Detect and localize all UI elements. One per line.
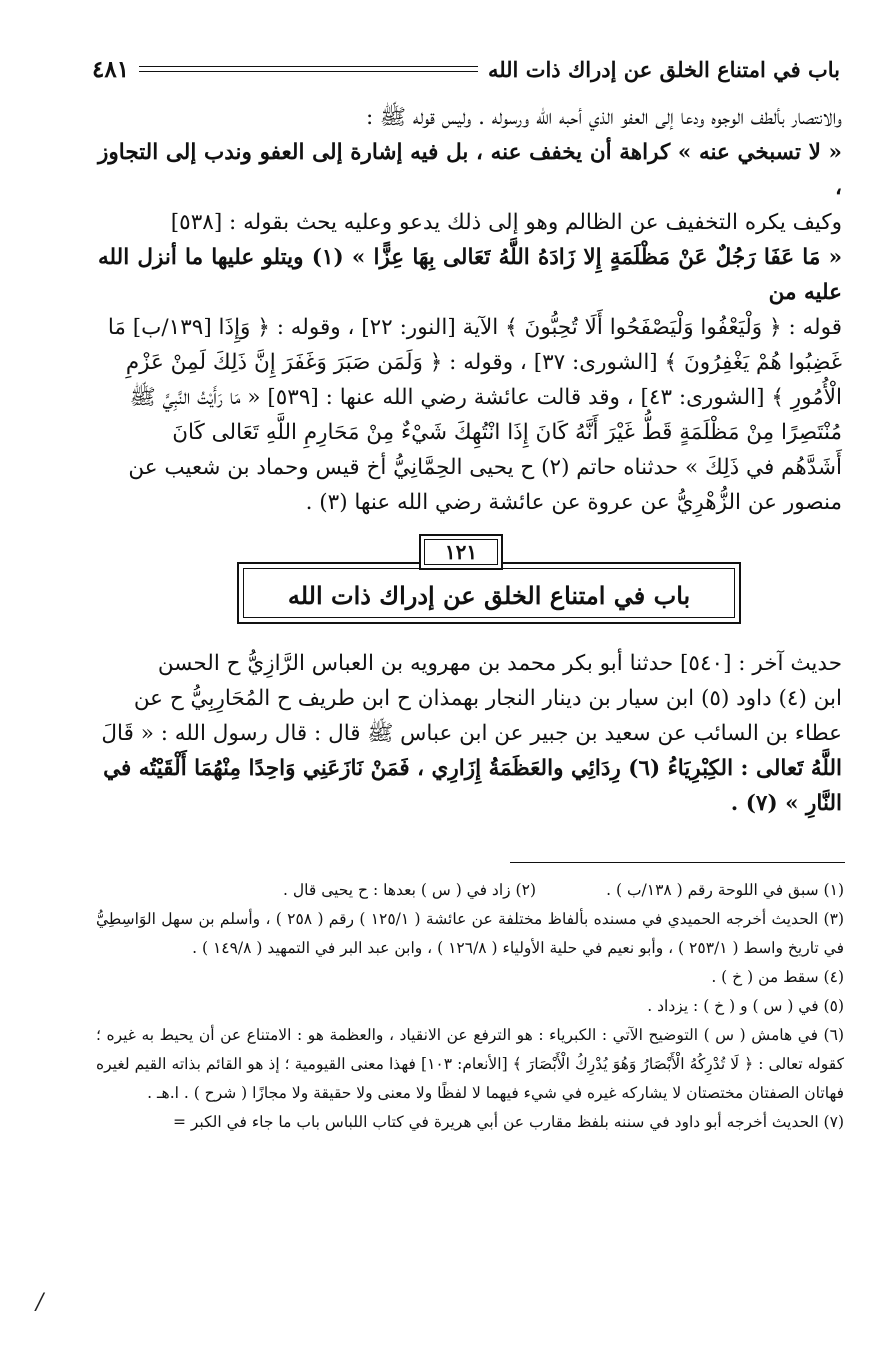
chapter-title: باب في امتناع الخلق عن إدراك ذات الله (287, 580, 691, 610)
footnote-2: (٢) زاد في ( س ) بعدها : ح يحيى قال . (283, 881, 536, 899)
text-line: ابن (٤) داود (٥) ابن سيار بن دينار النجار بهمذان ح ابن طريف ح المُحَارِبِيُّ ح عن (133, 686, 842, 711)
text-line: اللَّهُ تَعالى : الكِبْرِيَاءُ (٦) رِدَائِي والعَظَمَةُ إِزَارِي ، فَمَنْ نَازَعَنِي وَاحِدًا مِنْهُمَا أَلْقَيْتُه في (103, 756, 842, 781)
running-header (92, 52, 840, 86)
footnotes (96, 876, 844, 1137)
page-number: ٤٨١ (92, 55, 130, 83)
footnote-1: (١) سبق في اللوحة رقم ( ١٣٨/ب ) . (606, 881, 844, 899)
footnote-row (96, 876, 844, 905)
text-line: الْأُمُورِ ﴾ [الشورى: ٤٣] ، وقد قالت عائشة رضي الله عنها : [٥٣٩] « مَا رَأَيْتُ النَّبِيَّ ﷺ (129, 385, 842, 410)
main-text-bottom (98, 646, 842, 821)
text-line: أَشَدَّهُم في ذَلِكَ » حدثناه حاتم (٢) ح يحيى الحِمَّانِيُّ أخ قيس وحماد بن شعيب عن (128, 455, 842, 480)
running-header-title: باب في امتناع الخلق عن إدراك ذات الله (487, 56, 840, 82)
margin-mark: / (36, 1290, 44, 1315)
text-line: قوله : ﴿ وَلْيَعْفُوا وَلْيَصْفَحُوا أَلَا تُحِبُّونَ ﴾ الآية [النور: ٢٢] ، وقوله : ﴿ وَإِذَا [١٣٩/ب] مَا (107, 315, 842, 340)
footnote-6: (٦) في هامش ( س ) التوضيح الآتي : الكبرياء : هو الترفع عن الانقياد ، والعظمة هو : الامتناع عن أن يحيط به غيره ؛ كقوله تعالى : ﴿ لَا تُدْرِكُهُ الْأَبْصَارُ وَهُوَ يُدْرِكُ الْأَبْصَارَ ﴾ [الأنعام: ١٠٣] فهذا معنى القيومية ؛ إذ هو القائم بذاته القيم لغيره فهاتان الصفتان مختصتان لا يشاركه غيره في شيء فيهما لا لفظًا ولا معنى ولا حقيقة ولا مجازًا ( شرح ) . ا.هـ . (96, 1026, 844, 1102)
text-line: النَّارِ » (٧) . (730, 791, 842, 816)
text-line: والانتصار بألطف الوجوه ودعا إلى العفو الذي أحبه الله ورسوله . وليس قوله ﷺ : (365, 105, 842, 130)
footnote-7: (٧) الحديث أخرجه أبو داود في سننه بلفظ مقارب عن أبي هريرة في كتاب اللباس باب ما جاء في الكبر = (172, 1113, 844, 1131)
text-line: غَضِبُوا هُمْ يَغْفِرُونَ ﴾ [الشورى: ٣٧] ، وقوله : ﴿ وَلَمَن صَبَرَ وَغَفَرَ إِنَّ ذَلِكَ لَمِنْ عَزْمِ (125, 350, 842, 375)
text-line: حديث آخر : [٥٤٠] حدثنا أبو بكر محمد بن مهرويه بن العباس الرَّازِيُّ ح الحسن (157, 651, 842, 676)
footnote-5: (٥) في ( س ) و ( خ ) : يزداد . (647, 997, 844, 1015)
header-double-rule (139, 66, 478, 72)
text-line: مُنْتَصِرًا مِنْ مَظْلَمَةٍ قَطُّ غَيْرَ أَنَّهُ كَانَ إِذَا انْتُهِكَ شَيْءٌ مِنْ مَحَارِمِ اللَّهِ تَعَالى كَانَ (172, 420, 842, 445)
text-line: عطاء بن السائب عن سعيد بن جبير عن ابن عباس ﷺ قال : قال رسول الله : « قَالَ (101, 721, 842, 746)
text-line: « لا تسبخي عنه » كراهة أن يخفف عنه ، بل فيه إشارة إلى العفو وندب إلى التجاوز ، (98, 140, 842, 200)
footnote-3: (٣) الحديث أخرجه الحميدي في مسنده بألفاظ مختلفة عن عائشة ( ١٢٥/١ ) رقم ( ٢٥٨ ) ، وأسلم بن سهل الوَاسِطِيُّ في تاريخ واسط ( ٢٥٣/١ ) ، وأبو نعيم في حلية الأولياء ( ١٢٦/٨ ) ، وابن عبد البر في التمهيد ( ١٤٩/٨ ) . (96, 910, 844, 957)
main-text-top (98, 100, 842, 520)
footnote-4: (٤) سقط من ( خ ) . (711, 968, 844, 986)
chapter-number: ١٢١ (419, 534, 503, 570)
text-line: وكيف يكره التخفيف عن الظالم وهو إلى ذلك يدعو وعليه يحث بقوله : [٥٣٨] (170, 210, 842, 235)
footnote-separator (510, 862, 845, 863)
text-line: « مَا عَفَا رَجُلٌ عَنْ مَظْلَمَةٍ إِلا زَادَهُ اللَّهُ تَعَالى بِهَا عِزًّا » (١) ويتلو عليها ما أنزل الله عليه من (98, 245, 843, 305)
text-line: منصور عن الزُّهْرِيُّ عن عروة عن عائشة رضي الله عنها (٣) . (305, 490, 842, 515)
